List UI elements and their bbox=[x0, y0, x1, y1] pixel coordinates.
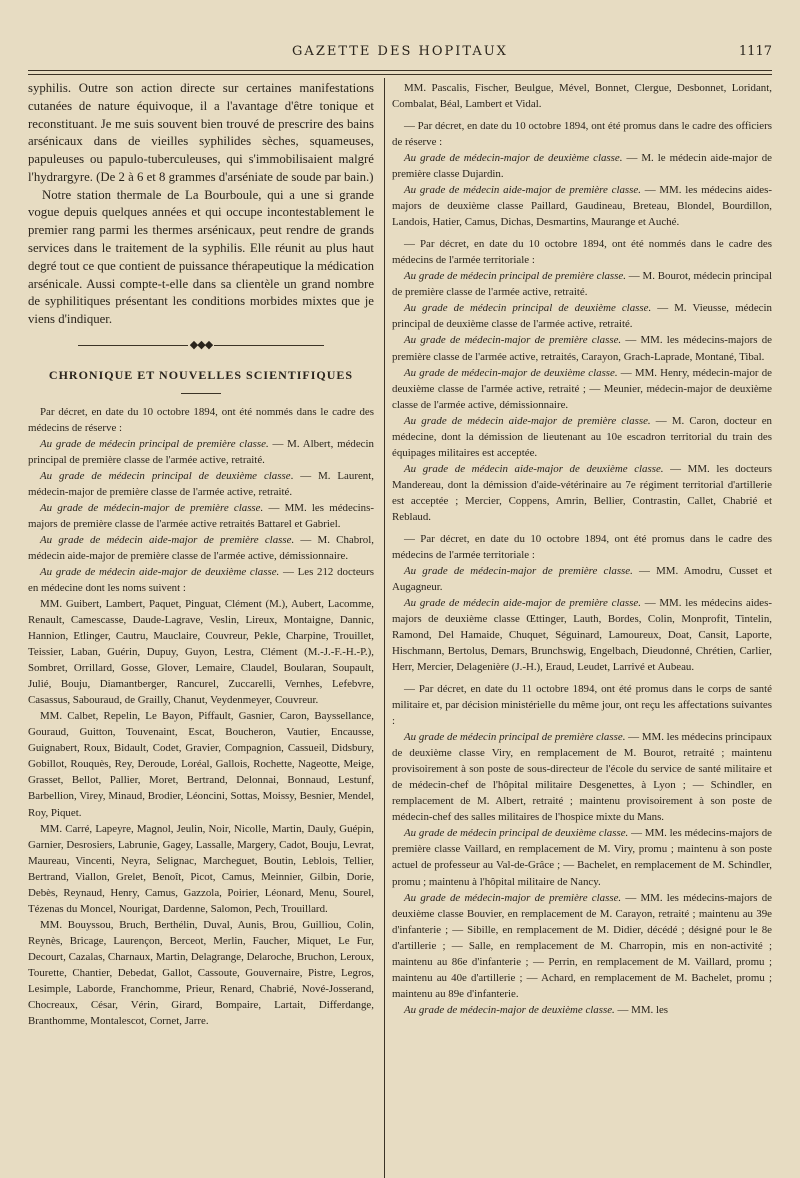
grade-title: Au grade de médecin-major de première classe. bbox=[404, 334, 622, 347]
left-column bbox=[28, 80, 374, 1029]
grade-title: Au grade de médecin principal de première classe. bbox=[404, 270, 626, 283]
decree-paragraph: — Par décret, en date du 10 octobre 1894, ont été promus dans le cadre des médecins de l'armée territoriale : bbox=[392, 532, 772, 561]
paragraph: Au grade de médecin-major de deuxième classe. — M. le médecin aide-major de première classe Dujardin. bbox=[392, 152, 772, 181]
paragraph: Au grade de médecin aide-major de deuxième classe. — Les 212 docteurs en médecine dont les noms suivent : bbox=[28, 566, 374, 595]
paragraph: Au grade de médecin-major de première classe. — MM. les médecins-majors de première classe de l'armée active, retraités, Carayon, Grach-Laprade, Montané, Tibal. bbox=[392, 334, 772, 363]
ornament-divider: ◆◆◆ bbox=[28, 337, 374, 353]
grade-title: Au grade de médecin principal de première classe. bbox=[40, 437, 269, 450]
grade-title: Au grade de médecin-major de première classe. bbox=[40, 501, 264, 514]
names-list: MM. Guibert, Lambert, Paquet, Pinguat, Clément (M.), Aubert, Lacomme, Renault, Camescasse, Daude-Lagrave, Veslin, Lireux, Montaigne, Dannic, Hannion, Etlinger, Cautru, Mauclaire, Couvreur, Pekle, Charpine, Trouillet, Teissier, Laban, Guérin, Dupuy, Guyon, Lestra, Clément (M.-J.-F.-H.-P.), Sombret, Orrillard, Gosse, Glover, Lemaire, Claudel, Boularan, Soupault, Julié, Bouju, Diamantberger, Rancurel, Zuccarelli, Vernhes, Lefebvre, Casassus, Sabouraud, de Grailly, Chanut, Veydenmeyer, Couvreur. bbox=[28, 598, 374, 707]
grade-title: Au grade de médecin aide-major de première classe. bbox=[40, 533, 295, 546]
grade-title: Au grade de médecin aide-major de première classe. bbox=[404, 596, 641, 609]
grade-title: Au grade de médecin-major de première classe. bbox=[404, 891, 622, 904]
decree-paragraph: — Par décret, en date du 11 octobre 1894, ont été promus dans le corps de santé militaire et, par décision ministérielle du même jour, ont reçu les affectations suivantes : bbox=[392, 683, 772, 728]
grade-title: Au grade de médecin principal de deuxième classe. bbox=[404, 302, 652, 315]
paragraph: Au grade de médecin principal de deuxième classe. — MM. les médecins-majors de première classe Vaillard, en remplacement de M. Viry, promu ; maintenu à son poste actuel de professeur au Val-de-Grâce ; — Bachelet, en remplacement de M. Schindler, promu ; maintenu à l'hôpital militaire de Nancy. bbox=[392, 827, 772, 888]
paragraph: Au grade de médecin aide-major de deuxième classe. — MM. les docteurs Mandereau, dont la démission d'aide-vétérinaire au 7e régiment territorial d'artillerie est acceptée ; Mercier, Coppens, Amrin, Bellier, Contrastin, Callet, Chabrié et Reblaud. bbox=[392, 462, 772, 523]
column-divider bbox=[384, 78, 385, 1178]
right-column bbox=[392, 80, 772, 1018]
paragraph: Au grade de médecin-major de première classe. — MM. Amodru, Cusset et Augagneur. bbox=[392, 564, 773, 593]
names-list: MM. Calbet, Repelin, Le Bayon, Piffault, Gasnier, Caron, Bayssellance, Gouraud, Guitton, Touvenaint, Escat, Boucheron, Vautier, Encausse, Guignabert, Roux, Bidault, Codet, Gravier, Compagnion, Cassueil, Didsbury, Gobillot, Rouquès, Rey, Deroude, Loréal, Gallois, Rochette, Nageotte, Meige, Grasset, Bellot, Pallier, Moret, Bertrand, Delonnai, Bonnaud, Lestunf, Barbellion, Virey, Minaud, Brodier, Léoncini, Sottas, Moissy, Besnier, Mendel, Roy, Piquet. bbox=[28, 710, 374, 819]
paragraph: Notre station thermale de La Bourboule, qui a une si grande vogue depuis quelques années et qui occupe incontestablement le premier rang parmi les thermes arsénicaux, peut rendre de grands services dans le traitement de la syphilis. Elle réunit au plus haut degré tout ce que contient de puissance thérapeutique la médication arsénicale. Aussi compte-t-elle dans sa clientèle un grand nombre de syphilitiques présentant les conditions morbides mixtes que je viens d'indiquer. bbox=[28, 187, 374, 327]
paragraph: Au grade de médecin-major de deuxième classe. — MM. les bbox=[404, 1003, 669, 1016]
decree-paragraph: — Par décret, en date du 10 octobre 1894, ont été nommés dans le cadre des médecins de l'armée territoriale : bbox=[392, 238, 772, 267]
grade-title: Au grade de médecin aide-major de première classe. bbox=[404, 184, 641, 197]
paragraph: Au grade de médecin aide-major de première classe. — MM. les médecins aides-majors de deuxième classe Paillard, Gaudineau, Breteau, Blondel, Bourdillon, Landois, Hatier, Camus, Dichas, Desmartins, Maurange et Auché. bbox=[392, 184, 772, 229]
grade-title: Au grade de médecin aide-major de deuxième classe. bbox=[404, 462, 664, 475]
grade-title: Au grade de médecin aide-major de première classe. bbox=[404, 414, 651, 427]
grade-title: Au grade de médecin-major de deuxième classe. bbox=[404, 366, 618, 379]
header-rule-secondary bbox=[28, 74, 772, 75]
names-list: MM. Bouyssou, Bruch, Berthélin, Duval, Aunis, Brou, Guilliou, Colin, Reynès, Bricage, Laurençon, Berceot, Merlin, Faucher, Miquet, Le Fur, Decourt, Cazalas, Charnaux, Martin, Delagrange, Delaroche, Bruchon, Leroux, Tourette, Chantier, Debedat, Gallot, Cassoute, Gouvernaire, Pistre, Legros, Lesimple, Laborde, Franchomme, Prieur, Renard, Chabrié, Nové-Josserand, Chocreaux, César, Vérin, Girard, Bompaire, Lartait, Differdange, Branthomme, Montalescot, Cornet, Jarre. bbox=[28, 918, 374, 1027]
heading-rule bbox=[181, 393, 221, 394]
grade-title: Au grade de médecin-major de deuxième classe. bbox=[404, 1003, 615, 1016]
paragraph: Au grade de médecin principal de première classe. — MM. les médecins principaux de deuxième classe Viry, en remplacement de M. Bourot, retraité ; maintenu provisoirement à son poste de sous-directeur de l'école du service de santé militaire et de médecin-chef de l'hôpital militaire Desgenettes, à Lyon ; — Schindler, en remplacement de M. Albert, retraité ; maintenu provisoirement à son poste de médecin-chef des salles militaires de l'hospice mixte du Mans. bbox=[392, 731, 772, 824]
grade-title: Au grade de médecin principal de deuxième classe. bbox=[404, 827, 629, 840]
paragraph: Au grade de médecin-major de première classe. — MM. les médecins-majors de première classe de l'armée active retraités Battarel et Gabriel. bbox=[28, 501, 374, 530]
names-list: MM. Pascalis, Fischer, Beulgue, Mével, Bonnet, Clergue, Desbonnet, Loridant, Combalat, Béal, Lambert et Vidal. bbox=[392, 82, 772, 111]
running-title: GAZETTE DES HOPITAUX bbox=[292, 44, 508, 59]
grade-title: Au grade de médecin-major de première classe. bbox=[404, 564, 633, 577]
paragraph: Au grade de médecin principal de deuxième classe. — M. Vieusse, médecin principal de deuxième classe de l'armée active, retraité. bbox=[392, 302, 772, 331]
grade-title: Au grade de médecin-major de deuxième classe. bbox=[404, 152, 623, 165]
grade-title: Au grade de médecin principal de deuxième classe bbox=[40, 469, 291, 482]
paragraph: Au grade de médecin-major de deuxième classe. — MM. Henry, médecin-major de deuxième classe de l'armée active, retraité ; — Meunier, médecin-major de deuxième classe de l'armée active, démissionnaire. bbox=[392, 366, 772, 411]
grade-title: Au grade de médecin aide-major de deuxième classe. bbox=[40, 566, 280, 579]
paragraph: Par décret, en date du 10 octobre 1894, ont été nommés dans le cadre des médecins de réserve : bbox=[28, 405, 374, 434]
section-heading: CHRONIQUE ET NOUVELLES SCIENTIFIQUES bbox=[48, 368, 354, 383]
paragraph: Au grade de médecin principal de première classe. — M. Bourot, médecin principal de première classe de l'armée active, retraité. bbox=[392, 270, 772, 299]
header-rule bbox=[28, 70, 772, 71]
names-list: MM. Carré, Lapeyre, Magnol, Jeulin, Noir, Nicolle, Martin, Dauly, Guépin, Garnier, Desrosiers, Labrunie, Gagey, Lassalle, Margery, Cadot, Bouju, Levrat, Maureau, Vincenti, Neyra, Selignac, Marcheguet, Boutin, Leblois, Tellier, Bertrand, Viallon, Grelet, Benoît, Picot, Camus, Meinnier, Gilbin, Dorie, Debès, Reynaud, Henry, Camus, Gazzola, Poirier, Léonard, Menu, Sourel, Tézenas du Moncel, Nourigat, Dardenne, Salomon, Pech, Trouillard. bbox=[28, 822, 374, 915]
paragraph: Au grade de médecin aide-major de première classe. — M. Caron, docteur en médecine, dont la démission de lieutenant au 10e escadron territorial du train des équipages militaires est acceptée. bbox=[392, 414, 772, 459]
paragraph: Au grade de médecin principal de deuxième classe. — M. Laurent, médecin-major de première classe de l'armée active, retraité. bbox=[28, 469, 374, 498]
page-number: 1117 bbox=[738, 44, 772, 59]
article-conclusion bbox=[28, 80, 374, 329]
paragraph: Au grade de médecin aide-major de première classe. — MM. les médecins aides-majors de deuxième classe Œttinger, Lauth, Bordes, Colin, Monprofit, Tintelin, Ramond, Del Hamaide, Chuquet, Séguinard, Lamoureux, Doat, Cansit, Laporte, Hischmann, Bertolus, Demars, Brunchswig, Engelbach, Dieudonné, Chrétien, Carlier, Herr, Mercier, Delagenière (J.-H.), Eraud, Leudet, Larrivé et Aubeau. bbox=[392, 596, 772, 674]
paragraph: Au grade de médecin-major de première classe. — MM. les médecins-majors de deuxième classe Bouvier, en remplacement de M. Carayon, retraité ; maintenu au 39e d'infanterie ; — Sibille, en remplacement de M. Didier, décédé ; désigné pour le 8e d'artillerie ; — Salle, en remplacement de M. Charropin, mis en non-activité ; maintenu au 86e d'infanterie ; — Perrin, en remplacement de M. Vaillard, promu ; maintenu au 40e d'artillerie ; — Achard, en remplacement de M. Bachelet, promu ; maintenu au 89e d'infanterie. bbox=[392, 891, 772, 1000]
page-header bbox=[28, 44, 772, 64]
paragraph: Au grade de médecin aide-major de première classe. — M. Chabrol, médecin aide-major de première classe de l'armée active, démissionnaire. bbox=[28, 533, 374, 562]
paragraph: syphilis. Outre son action directe sur certaines manifestations cutanées de nature équivoque, il a l'avantage d'être tonique et reconstituant. Je me suis souvent bien trouvé de prescrire des bains arsénicaux dans de vieilles syphilides sèches, squameuses, papuleuses ou papulo-tuberculeuses, qui s'immobilisaient malgré l'hydrargyre. (De 2 à 6 et 8 grammes d'arséniate de soude par bain.) bbox=[28, 81, 374, 184]
grade-title: Au grade de médecin principal de première classe. bbox=[404, 731, 626, 744]
paragraph: Au grade de médecin principal de première classe. — M. Albert, médecin principal de première classe de l'armée active, retraité. bbox=[28, 437, 374, 466]
decree-paragraph: — Par décret, en date du 10 octobre 1894, ont été promus dans le cadre des officiers de réserve : bbox=[392, 120, 772, 149]
